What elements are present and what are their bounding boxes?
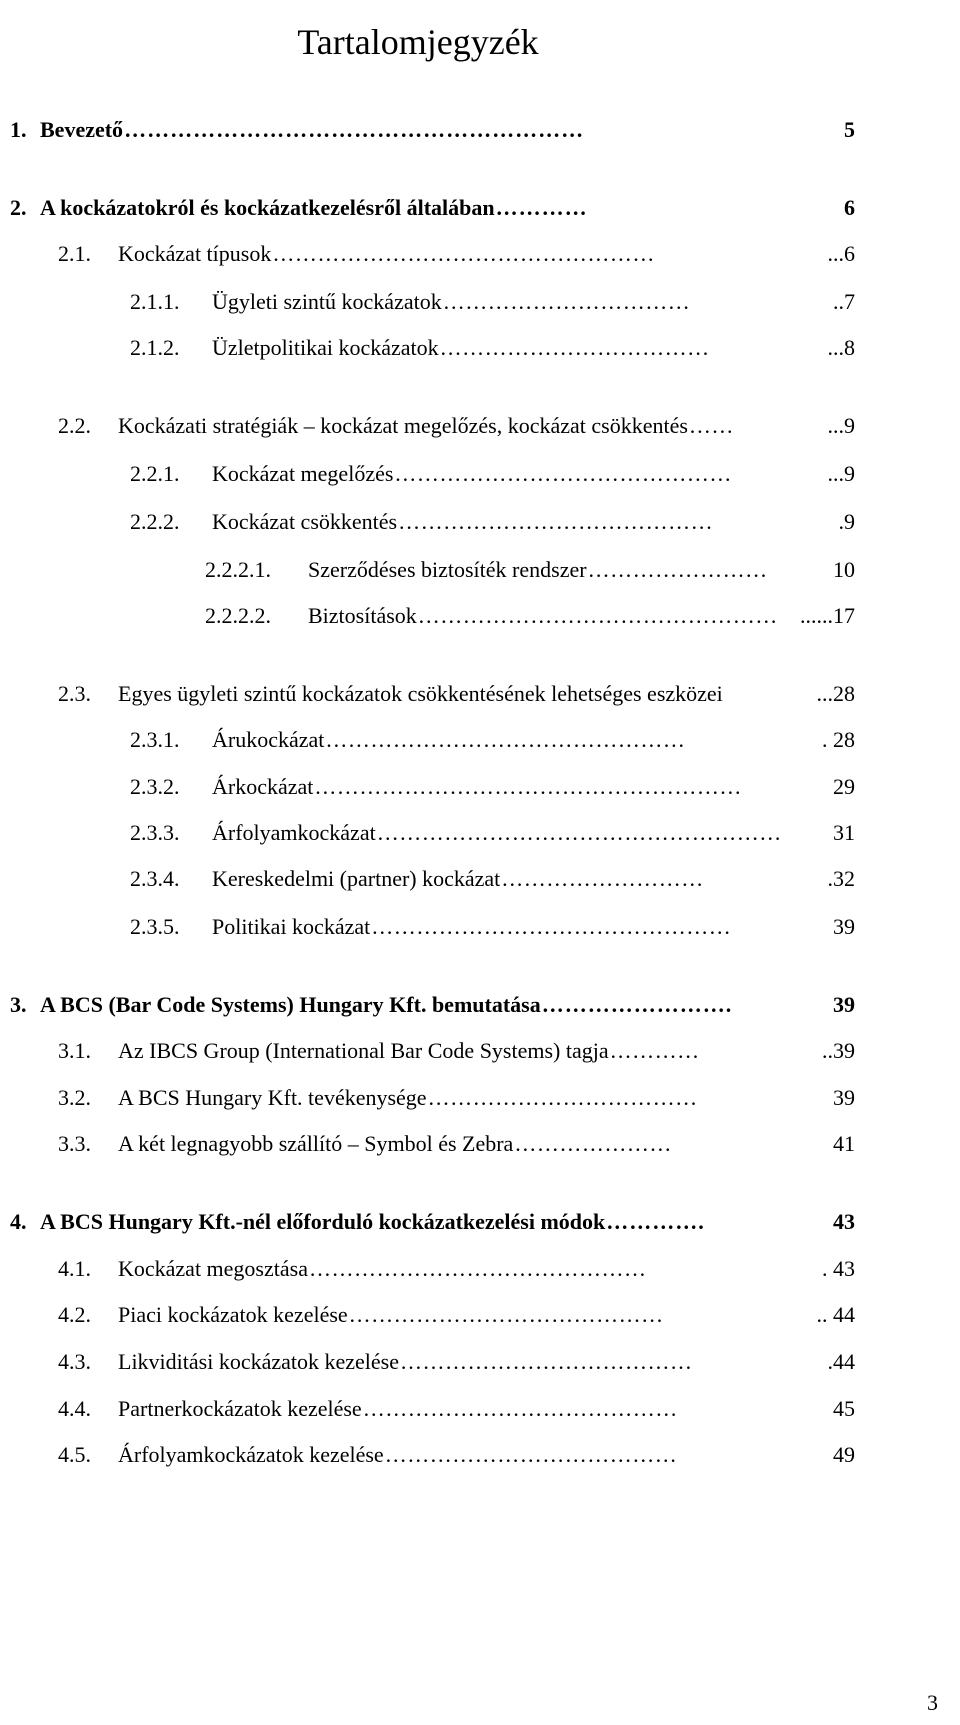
toc-entry-page: ...9 xyxy=(827,461,855,486)
page-number: 3 xyxy=(927,1690,938,1715)
toc-entry-number: 4.5. xyxy=(58,1442,91,1467)
toc-entry-page: 43 xyxy=(833,1209,855,1234)
toc-entry[interactable] xyxy=(130,459,855,489)
toc-entry[interactable] xyxy=(130,507,855,537)
toc-entry-leader: ……………………… xyxy=(501,866,704,891)
toc-entry-title: Szerződéses biztosíték rendszer xyxy=(308,557,587,582)
toc-entry-title: Kockázat megosztása xyxy=(118,1256,308,1281)
toc-entry-page: 6 xyxy=(844,195,855,220)
toc-entry-leader: …………………………………………………… xyxy=(124,117,585,142)
toc-entry[interactable] xyxy=(130,912,855,942)
toc-entry[interactable] xyxy=(130,864,855,894)
toc-entry-page: . 28 xyxy=(822,727,855,752)
toc-entry-leader: …… xyxy=(688,413,734,438)
toc-entry-page: ..7 xyxy=(833,289,855,314)
toc-entry-page: ...8 xyxy=(827,335,855,360)
toc-entry[interactable] xyxy=(10,115,855,145)
toc-entry-page: .. 44 xyxy=(816,1302,855,1327)
toc-entry-page: 31 xyxy=(833,820,855,845)
toc-entry-number: 2.2.2. xyxy=(130,509,180,534)
toc-entry-page: 10 xyxy=(833,557,855,582)
toc-entry[interactable] xyxy=(58,411,855,441)
toc-entry-number: 2.1.2. xyxy=(130,335,180,360)
toc-entry-title: Biztosítások xyxy=(308,603,417,628)
toc-entry-title: Politikai kockázat xyxy=(212,914,371,939)
toc-entry-leader: ………… xyxy=(609,1038,700,1063)
toc-entry-number: 2.2.2.2. xyxy=(205,603,271,628)
toc-entry-title: Egyes ügyleti szintű kockázatok csökkentésének lehetséges eszközei xyxy=(118,681,723,706)
toc-entry-number: 2.3.1. xyxy=(130,727,180,752)
toc-entry-page: .32 xyxy=(827,866,855,891)
toc-entry-title: Kereskedelmi (partner) kockázat xyxy=(212,866,501,891)
toc-entry-page: ...6 xyxy=(827,241,855,266)
toc-entry[interactable] xyxy=(58,679,855,709)
toc-entry-page: 49 xyxy=(833,1442,855,1467)
toc-entry[interactable] xyxy=(130,333,855,363)
toc-entry-number: 4. xyxy=(10,1209,27,1234)
toc-entry-number: 2.1.1. xyxy=(130,289,180,314)
toc-entry-title: Likviditási kockázatok kezelése xyxy=(118,1349,399,1374)
toc-entry-title: Partnerkockázatok kezelése xyxy=(118,1396,362,1421)
toc-entry-title: Árkockázat xyxy=(212,774,314,799)
toc-entry[interactable] xyxy=(58,1083,855,1113)
toc-entry-title: A BCS Hungary Kft. tevékenysége xyxy=(118,1085,427,1110)
toc-entry-leader: ………………………………………………… xyxy=(314,774,742,799)
toc-entry-leader: ……………………………………………… xyxy=(376,820,782,845)
toc-entry-page: 5 xyxy=(844,117,855,142)
toc-entry[interactable] xyxy=(205,601,855,631)
toc-entry-leader: ……………………………………… xyxy=(308,1256,647,1281)
toc-entry-title: Piaci kockázatok kezelése xyxy=(118,1302,348,1327)
toc-entry-title: A BCS (Bar Code Systems) Hungary Kft. bemutatása xyxy=(40,992,541,1017)
toc-entry-number: 1. xyxy=(10,117,27,142)
toc-entry-number: 4.4. xyxy=(58,1396,91,1421)
toc-entry[interactable] xyxy=(58,1347,855,1377)
toc-entry-title: Ügyleti szintű kockázatok xyxy=(212,289,442,314)
toc-entry-page: .44 xyxy=(827,1349,855,1374)
toc-entry[interactable] xyxy=(58,1300,855,1330)
toc-entry-leader: …………………………………… xyxy=(348,1302,664,1327)
page-title: Tartalomjegyzék xyxy=(297,22,539,63)
toc-entry-leader: ……………………. xyxy=(541,992,733,1017)
toc-entry-leader: …………………………………………… xyxy=(272,241,655,266)
toc-entry[interactable] xyxy=(58,1254,855,1284)
toc-entry-number: 2.3.4. xyxy=(130,866,180,891)
toc-entry-leader: …………………… xyxy=(587,557,768,582)
toc-entry-number: 4.2. xyxy=(58,1302,91,1327)
toc-entry-title: Árfolyamkockázatok kezelése xyxy=(118,1442,384,1467)
toc-entry-title: Az IBCS Group (International Bar Code Systems) tagja xyxy=(118,1038,609,1063)
toc-entry-page: . 43 xyxy=(822,1256,855,1281)
toc-entry[interactable] xyxy=(10,990,855,1020)
toc-entry-number: 2.2. xyxy=(58,413,91,438)
toc-entry[interactable] xyxy=(58,1036,855,1066)
toc-entry-leader: …………. xyxy=(606,1209,705,1234)
toc-entry-page: .9 xyxy=(838,509,855,534)
toc-entry-page: ...9 xyxy=(827,413,855,438)
toc-entry-page: 39 xyxy=(833,914,855,939)
toc-entry-leader: ……………………………… xyxy=(427,1085,698,1110)
toc-entry-page: 41 xyxy=(833,1131,855,1156)
toc-entry-leader: ……………………………………… xyxy=(394,461,732,486)
toc-entry[interactable] xyxy=(10,193,855,223)
toc-entry-title: Kockázat csökkentés xyxy=(212,509,398,534)
toc-entry-page: ...28 xyxy=(816,681,855,706)
toc-entry-number: 2.3.2. xyxy=(130,774,180,799)
toc-entry-title: Bevezető xyxy=(40,117,124,142)
toc-entry-number: 3.2. xyxy=(58,1085,91,1110)
toc-entry-number: 2. xyxy=(10,195,27,220)
toc-entry[interactable] xyxy=(58,1129,855,1159)
toc-entry-title: Kockázati stratégiák – kockázat megelőzés, kockázat csökkentés xyxy=(118,413,688,438)
toc-entry-number: 2.3. xyxy=(58,681,91,706)
toc-entry-page: 39 xyxy=(833,1085,855,1110)
toc-entry-leader: …………………………… xyxy=(442,289,691,314)
toc-entry[interactable] xyxy=(130,772,855,802)
toc-entry[interactable] xyxy=(58,1440,855,1470)
toc-entry-number: 2.2.1. xyxy=(130,461,180,486)
toc-entry-leader: ……………………………… xyxy=(439,335,710,360)
toc-entry[interactable] xyxy=(130,818,855,848)
toc-entry-number: 3. xyxy=(10,992,27,1017)
toc-entry-title: Árukockázat xyxy=(212,727,325,752)
toc-entry-title: Árfolyamkockázat xyxy=(212,820,376,845)
toc-entry-page: 29 xyxy=(833,774,855,799)
toc-entry-page: 39 xyxy=(833,992,855,1017)
toc-entry-number: 4.3. xyxy=(58,1349,91,1374)
toc-entry-leader: ………………………………………… xyxy=(371,914,732,939)
toc-entry-title: A két legnagyobb szállító – Symbol és Zebra xyxy=(118,1131,514,1156)
toc-entry-title: Üzletpolitikai kockázatok xyxy=(212,335,439,360)
toc-entry[interactable] xyxy=(130,287,855,317)
toc-entry-title: A kockázatokról és kockázatkezelésről általában xyxy=(40,195,495,220)
toc-entry[interactable] xyxy=(58,239,855,269)
toc-entry-page: ......17 xyxy=(800,603,855,628)
toc-entry[interactable] xyxy=(58,1394,855,1424)
toc-entry-title: A BCS Hungary Kft.-nél előforduló kockázatkezelési módok xyxy=(40,1209,606,1234)
toc-entry-number: 3.1. xyxy=(58,1038,91,1063)
toc-entry-leader: ………………………………… xyxy=(384,1442,678,1467)
toc-entry-leader: ………………… xyxy=(514,1131,672,1156)
toc-entry-title: Kockázat típusok xyxy=(118,241,272,266)
toc-entry-number: 2.2.2.1. xyxy=(205,557,271,582)
toc-entry-number: 2.3.5. xyxy=(130,914,180,939)
toc-entry-title: Kockázat megelőzés xyxy=(212,461,394,486)
toc-entry-leader: ………… xyxy=(495,195,588,220)
toc-entry-number: 3.3. xyxy=(58,1131,91,1156)
toc-entry-page: ..39 xyxy=(822,1038,855,1063)
toc-entry[interactable] xyxy=(130,725,855,755)
toc-entry-leader: ………………………………………… xyxy=(417,603,778,628)
toc-entry-number: 2.1. xyxy=(58,241,91,266)
toc-entry-leader: ………………………………… xyxy=(400,1349,693,1374)
toc-entry-page: 45 xyxy=(833,1396,855,1421)
toc-entry-number: 2.3.3. xyxy=(130,820,180,845)
toc-entry[interactable] xyxy=(10,1207,855,1237)
toc-entry[interactable] xyxy=(205,555,855,585)
toc-entry-leader: …………………………………… xyxy=(362,1396,678,1421)
toc-entry-number: 4.1. xyxy=(58,1256,91,1281)
toc-entry-leader: ………………………………………… xyxy=(325,727,686,752)
toc-entry-leader: …………………………………… xyxy=(398,509,714,534)
